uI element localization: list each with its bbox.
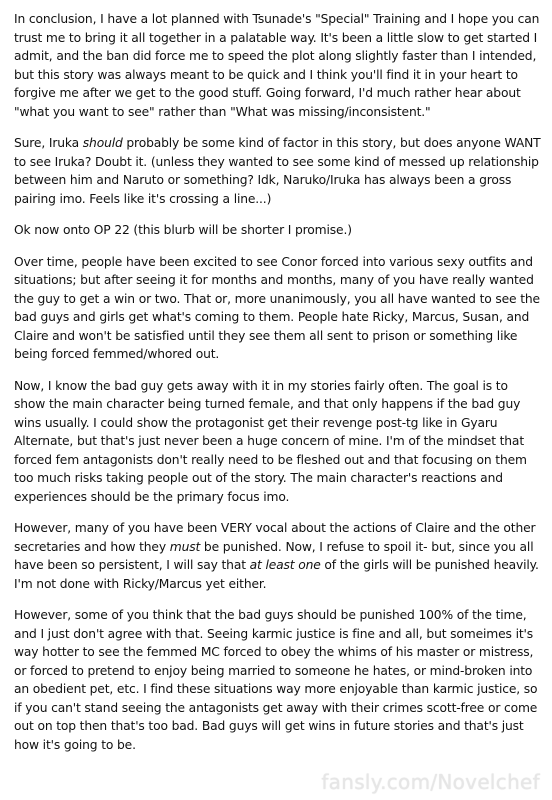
paragraph-vocal: [14, 519, 542, 593]
emphasis-text: must: [169, 539, 201, 554]
paragraph-iruka: [14, 134, 542, 208]
watermark: fansly.com/Novelchef: [321, 770, 540, 794]
paragraph-conclusion: [14, 10, 542, 121]
emphasis-text: at least one: [249, 558, 321, 572]
paragraph-text: of the girls will be punished heavily. I'm not done with Ricky/Marcus yet either.: [14, 558, 539, 591]
paragraph-text: Sure, Iruka: [14, 136, 83, 150]
paragraph-text: Now, I know the bad guy gets away with it in my stories fairly often. The goal is to show the main character being turned female, and that only happens if the bad guy wins usually. I could show the protagonist get their revenge post-tg like in Gyaru Alternate, but that's just never been a huge concern of mine. I'm of the mindset that forced fem antagonists don't really need to be fleshed out and that focusing on them too much risks taking people out of the story. The main character's reactions and experiences should be the primary focus imo.: [14, 378, 527, 504]
paragraph-text: However, some of you think that the bad guys should be punished 100% of the time, and I just don't agree with that. Seeing karmic justice is fine and all, but someimes it's way hotter to see the femmed MC forced to obey the whims of his master or mistress, or forced to pretend to enjoy being married to someone he hates, or mind-broken into an obedient pet, etc. I find these situations way more enjoyable than karmic justice, so if you can't stand seeing the antagonists get away with their crimes scott-free or come out on top then that's too bad. Bad guys will get wins in future stories and that's just how it's going to be.: [14, 608, 538, 752]
paragraph-text: In conclusion, I have a lot planned with Tsunade's "Special" Training and I hope you can trust me to bring it all together in a palatable way. It's been a little slow to get started I admit, and the ban did force me to speed the plot along slightly faster than I intended, but this story was always meant to be quick and I think you'll find it in your heart to forgive me after we get to the good stuff. Going forward, I'd much rather hear about "what you want to see" rather than "What was missing/inconsistent.": [14, 12, 540, 119]
paragraph-text: Ok now onto OP 22 (this blurb will be shorter I promise.): [14, 223, 352, 237]
emphasis-text: should: [82, 136, 123, 150]
paragraph-text: probably be some kind of factor in this story, but does anyone WANT to see Iruka? Doubt it. (unless they wanted to see some kind of messed up relationship between him and Naruto or something? Idk, Naruko/Iruka has always been a gross pairing imo. Feels like it's crossing a line...): [14, 136, 541, 206]
paragraph-text: be punished. Now, I refuse to spoil it- but, since you all have been so persistent, I will say that: [14, 539, 534, 572]
paragraph-bad-guy: [14, 377, 542, 507]
paragraph-over-time: [14, 253, 542, 364]
paragraph-punished: [14, 606, 542, 754]
paragraph-text: However, many of you have been VERY vocal about the actions of Claire and the other secretaries and how they: [14, 521, 536, 554]
paragraph-op22-intro: [14, 221, 542, 240]
paragraph-text: Over time, people have been excited to see Conor forced into various sexy outfits and situations; but after seeing it for months and months, many of you have really wanted the guy to get a win or two. That or, more unanimously, you all have wanted to see the bad guys and girls get what's coming to them. People hate Ricky, Marcus, Susan, and Claire and won't be satisfied until they see them all sent to prison or something like being forced femmed/whored out.: [14, 254, 540, 361]
document-body: [14, 10, 542, 754]
